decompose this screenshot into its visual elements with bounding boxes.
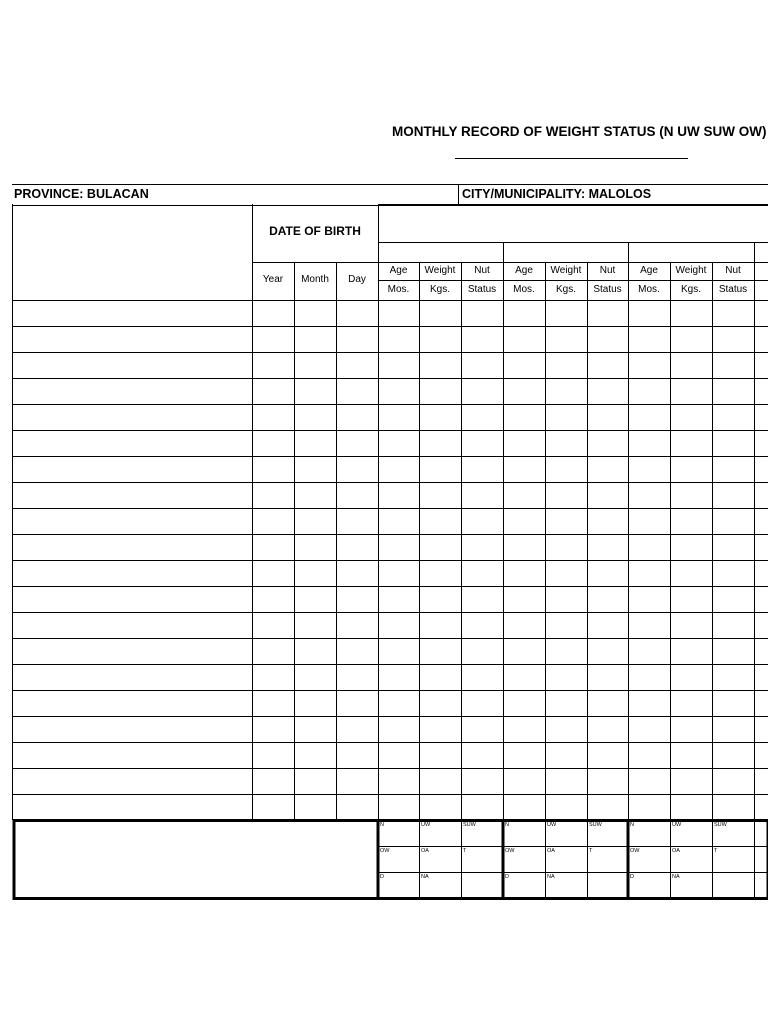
mos-header: Mos. [513,284,535,295]
legend-code: T [463,848,467,854]
legend-code: N [380,822,384,828]
legend-code: OA [547,848,555,854]
legend-code: T [714,848,718,854]
legend-code: NA [421,874,429,880]
mos-header: Mos. [387,284,410,295]
legend-code: N [505,822,509,828]
form-title: MONTHLY RECORD OF WEIGHT STATUS (N UW SUW OW) [392,124,767,139]
dob-header: DATE OF BIRTH [269,224,361,238]
city-label: CITY/MUNICIPALITY: MALOLOS [462,187,652,201]
mos-header: Mos. [638,284,660,295]
legend-code: SUW [589,822,602,828]
status-header: Status [467,284,497,295]
legend-code: UW [421,822,431,828]
legend-code: NA [672,874,680,880]
legend-code: OW [380,848,390,854]
legend-code: SUW [463,822,476,828]
legend-code: T [589,848,593,854]
kgs-header: Kgs. [429,284,450,295]
legend-code: OW [505,848,515,854]
age-header: Age [640,265,658,276]
legend-code: SUW [714,822,727,828]
kgs-header: Kgs. [680,284,701,295]
legend-code: D [505,874,509,880]
weight-header: Weight [550,265,582,276]
status-header: Status [593,284,622,295]
nut-header: Nut [474,265,490,276]
legend-code: D [380,874,384,880]
age-header: Age [515,265,533,276]
legend-code: OW [630,848,640,854]
age-header: Age [389,265,408,276]
legend-code: D [630,874,634,880]
legend-code: OA [672,848,680,854]
legend-code: NA [547,874,555,880]
weight-header: Weight [424,265,456,276]
legend-code: UW [672,822,682,828]
nut-header: Nut [599,265,616,276]
legend-code: N [630,822,634,828]
nut-header: Nut [725,265,741,276]
legend-code: UW [547,822,557,828]
legend-code: OA [421,848,429,854]
dob-day-header: Day [348,274,366,285]
weight-header: Weight [675,265,707,276]
province-label: PROVINCE: BULACAN [14,187,149,201]
kgs-header: Kgs. [555,284,576,295]
dob-month-header: Month [301,274,329,285]
dob-year-header: Year [262,274,284,285]
status-header: Status [718,284,748,295]
